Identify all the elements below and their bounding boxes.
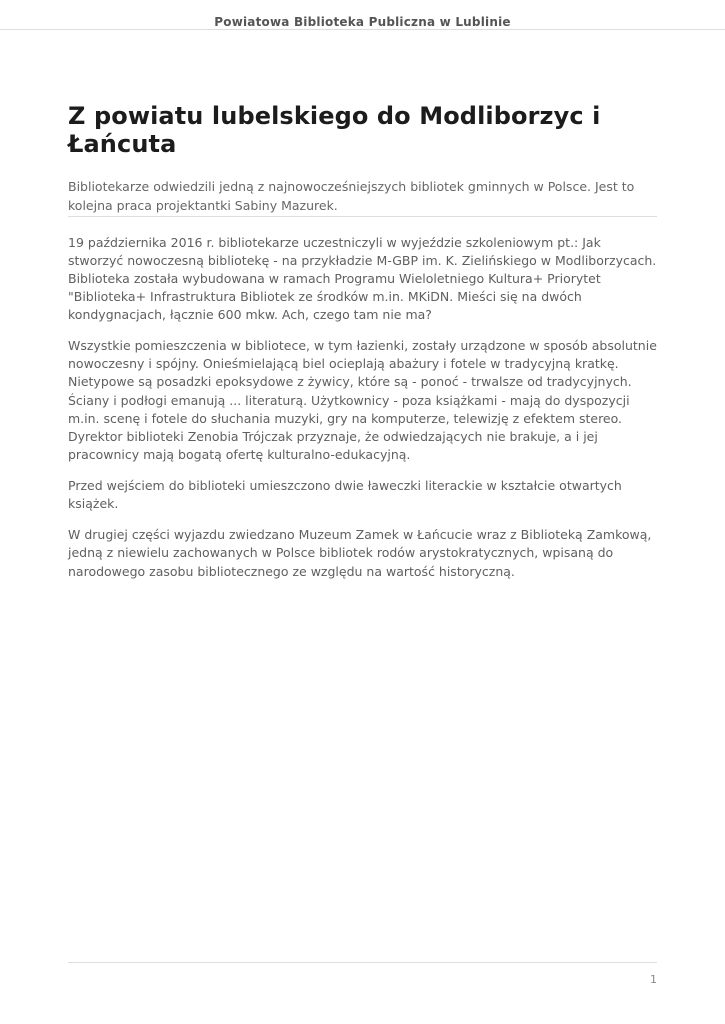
article-lead: Bibliotekarze odwiedzili jedną z najnowocześniejszych bibliotek gminnych w Polsce. Jest to kolejna praca projektantki Sabiny Mazurek. — [68, 179, 635, 213]
article-paragraph: W drugiej części wyjazdu zwiedzano Muzeum Zamek w Łańcucie wraz z Biblioteką Zamkową, jedną z niewielu zachowanych w Polsce bibliotek rodów arystokratycznych, wpisaną do narodowego zasobu bibliotecznego ze względu na wartość historyczną. — [68, 527, 652, 579]
document-header — [0, 0, 725, 29]
footer-divider — [68, 962, 657, 963]
article-title: Z powiatu lubelskiego do Modliborzyc i Łańcuta — [68, 102, 601, 158]
article-body — [68, 234, 657, 581]
article-paragraph: Przed wejściem do biblioteki umieszczono dwie ławeczki literackie w kształcie otwartych książek. — [68, 478, 622, 512]
header-divider — [0, 29, 725, 30]
article-paragraph: Wszystkie pomieszczenia w bibliotece, w tym łazienki, zostały urządzone w sposób absolutnie nowoczesny i spójny. Onieśmielającą biel ocieplają abażury i fotele w tradycyjną kratkę. Nietypowe są posadzki epoksydowe z żywicy, które są - ponoć - trwalsze od tradycyjnych. Ściany i podłogi emanują ... literaturą. Użytkownicy - poza książkami - mają do dyspozycji m.in. scenę i fotele do słuchania muzyki, gry na komputerze, telewizję z efektem stereo. Dyrektor biblioteki Zenobia Trójczak przyznaje, że odwiedzających nie brakuje, a i jej pracownicy mają bogatą ofertę kulturalno-edukacyjną. — [68, 338, 657, 462]
page-number: 1 — [650, 973, 657, 986]
lead-divider — [68, 216, 657, 217]
site-title: Powiatowa Biblioteka Publiczna w Lublinie — [214, 15, 511, 29]
article — [0, 102, 725, 581]
document-footer — [68, 962, 657, 986]
article-paragraph: 19 października 2016 r. bibliotekarze uczestniczyli w wyjeździe szkoleniowym pt.: Jak stworzyć nowoczesną bibliotekę - na przykładzie M-GBP im. K. Zielińskiego w Modliborzycach. Biblioteka została wybudowana w ramach Programu Wieloletniego Kultura+ Priorytet "Biblioteka+ Infrastruktura Bibliotek ze środków m.in. MKiDN. Mieści się na dwóch kondygnacjach, łącznie 600 mkw. Ach, czego tam nie ma? — [68, 234, 657, 322]
